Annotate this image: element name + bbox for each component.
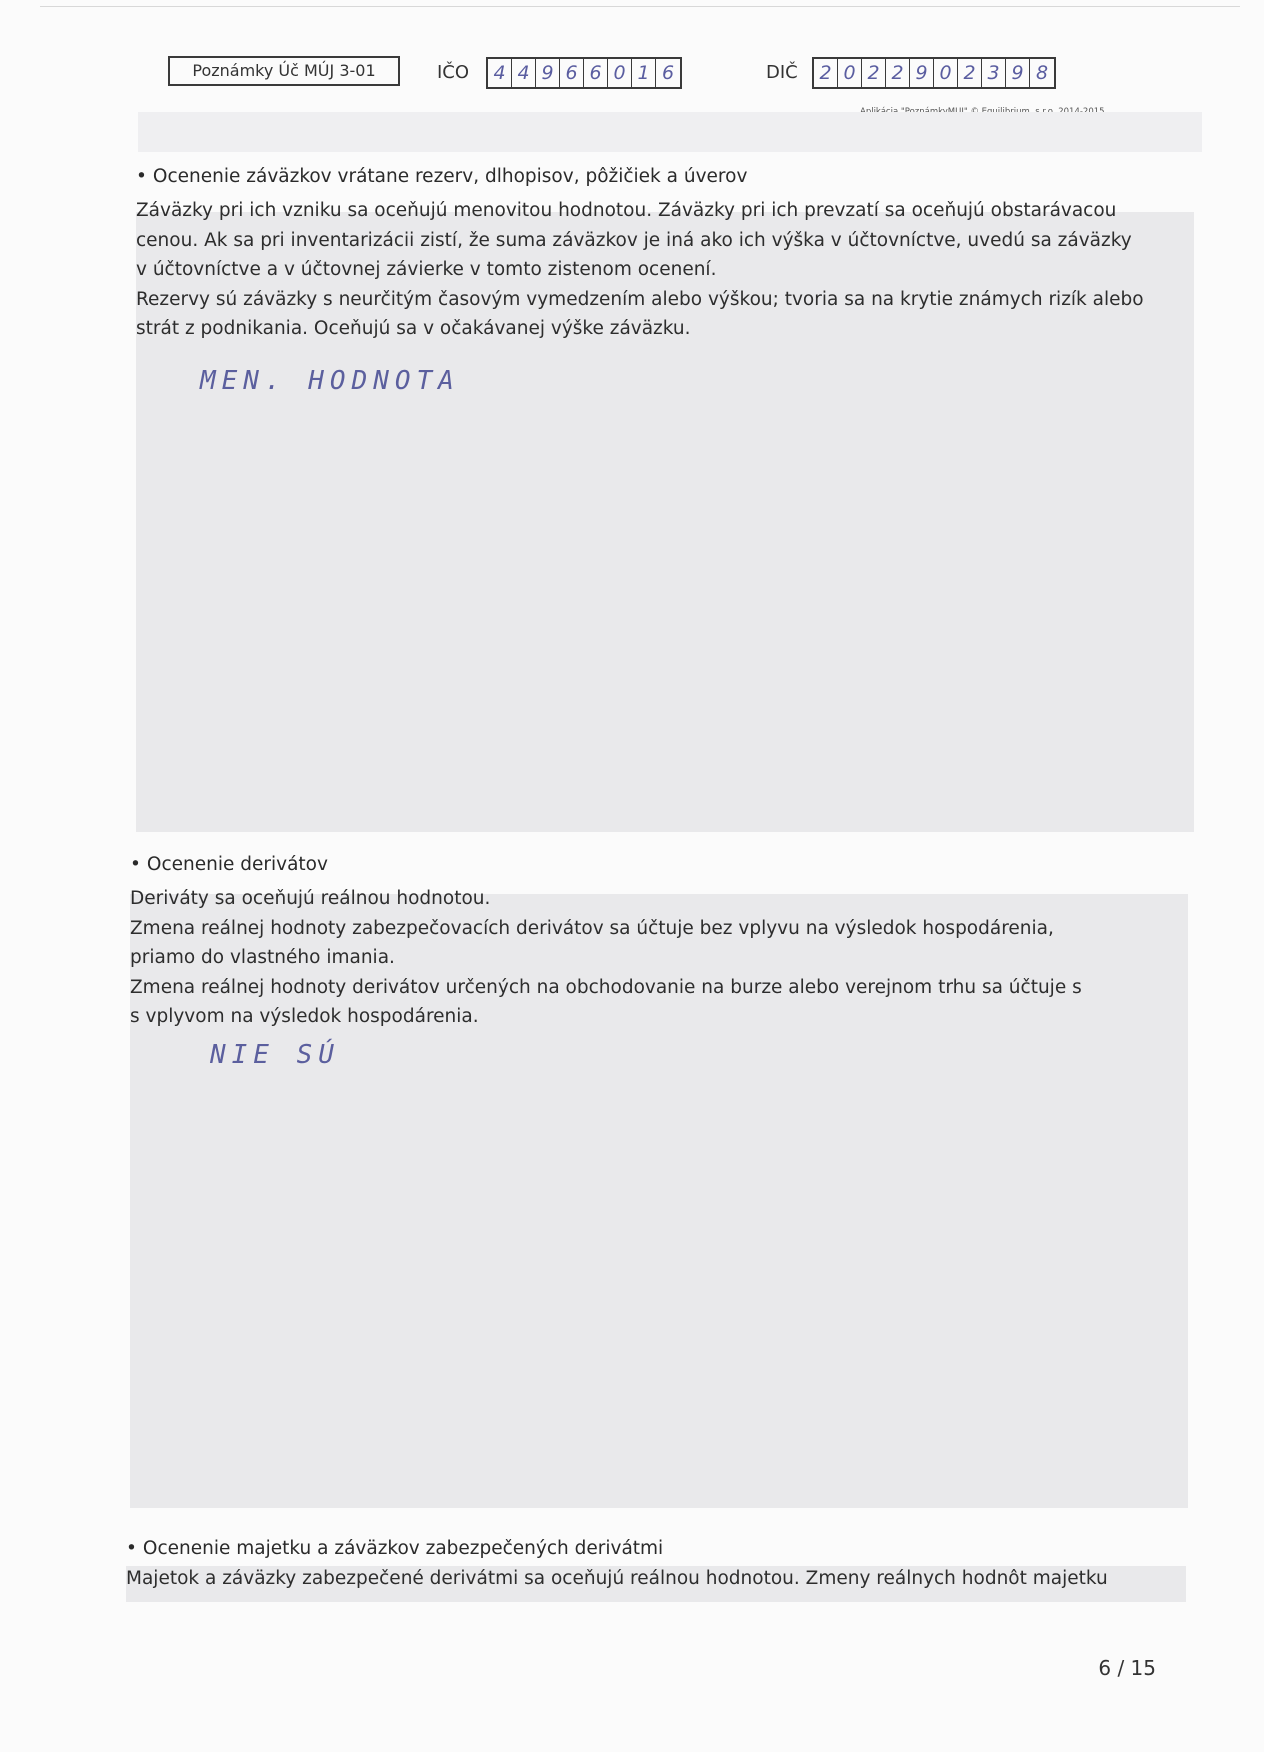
section-heading: • Ocenenie derivátov (130, 854, 328, 875)
digit-box: 1 (632, 59, 656, 87)
digit-box: 0 (608, 59, 632, 87)
handwritten-note: NIE SÚ (210, 1040, 340, 1070)
dic-digit-boxes (812, 57, 1056, 89)
digit-box: 9 (910, 59, 934, 87)
digit-box: 6 (584, 59, 608, 87)
scan-top-edge (40, 6, 1240, 7)
dic-label: DIČ (766, 62, 798, 83)
ico-label: IČO (437, 62, 470, 83)
section-body: Majetok a záväzky zabezpečené derivátmi sa oceňujú reálnou hodnotou. Zmeny reálnych hodnôt majetku (126, 1568, 1108, 1589)
section-liabilities (136, 164, 1144, 344)
page-number: 6 / 15 (1098, 1656, 1156, 1680)
section-heading: • Ocenenie majetku a záväzkov zabezpečených derivátmi (126, 1538, 664, 1559)
digit-box: 2 (958, 59, 982, 87)
digit-box: 9 (1006, 59, 1030, 87)
digit-box: 9 (536, 59, 560, 87)
digit-box: 4 (488, 59, 512, 87)
digit-box: 2 (862, 59, 886, 87)
section-derivatives (130, 852, 1082, 1032)
section-hedged-assets (126, 1536, 1108, 1594)
digit-box: 2 (886, 59, 910, 87)
form-title: Poznámky Úč MÚJ 3-01 (168, 56, 400, 86)
digit-box: 0 (838, 59, 862, 87)
handwritten-note: MEN. HODNOTA (200, 366, 460, 396)
ico-digit-boxes (486, 57, 682, 89)
digit-box: 0 (934, 59, 958, 87)
header-shade (138, 112, 1202, 152)
section-body: Deriváty sa oceňujú reálnou hodnotou. Zmena reálnej hodnoty zabezpečovacích derivátov sa účtuje bez vplyvu na výsledok hospodárenia, priamo do vlastného imania. Zmena reálnej hodnoty derivátov určených na obchodovanie na burze alebo verejnom trhu sa účtuje s s vplyvom na výsledok hospodárenia. (130, 888, 1082, 1027)
digit-box: 6 (560, 59, 584, 87)
section-heading: • Ocenenie záväzkov vrátane rezerv, dlhopisov, pôžičiek a úverov (136, 166, 748, 187)
digit-box: 4 (512, 59, 536, 87)
digit-box: 3 (982, 59, 1006, 87)
section-body: Záväzky pri ich vzniku sa oceňujú menovitou hodnotou. Záväzky pri ich prevzatí sa oceňujú obstarávacou cenou. Ak sa pri inventarizácii zistí, že suma záväzkov je iná ako ich výška v účtovníctve, uvedú sa záväzky v účtovníctve a v účtovnej závierke v tomto zistenom ocenení. Rezervy sú záväzky s neurčitým časovým vymedzením alebo výškou; tvoria sa na krytie známych rizík alebo strát z podnikania. Oceňujú sa v očakávanej výške záväzku. (136, 200, 1144, 339)
digit-box: 6 (661, 62, 675, 84)
digit-box: 8 (1035, 62, 1049, 84)
digit-box: 2 (814, 59, 838, 87)
